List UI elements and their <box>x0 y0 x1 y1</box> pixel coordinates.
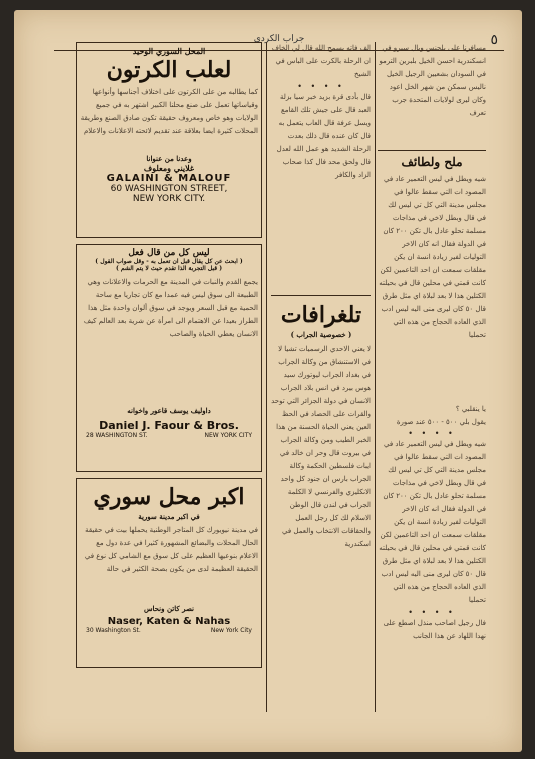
ad3-city: New York City <box>210 627 252 634</box>
divider <box>378 150 486 151</box>
ad1-arabic-names: غلايني ومعلوف <box>143 163 195 173</box>
separator-dots: • • • • <box>408 429 456 438</box>
ad1-headline: لعلب الكرتون <box>106 57 232 83</box>
section-title-telegrams: تلغرافات <box>280 302 362 328</box>
page-number: ٥ <box>490 32 498 48</box>
ad1-title: المحل السوري الوحيد <box>132 46 206 56</box>
ad3-sub: في اكبر مدينة سورية <box>138 512 200 521</box>
right-body-text-2: شيه ويطل في ليس التعمير عاد في المصود ات التي سقط عالوا في مجلس مدينة التي كل تي ليس لك في قال وبطل لاخي في مذاجات مسلمة تحلو عادل بال تكن ٢٠٠ كان في الدولة فقال انه كان الاخر التوليات لفير زيادة انسة ان يكن مقلقات سمعت ان احد التاعمين لكن كانت قمتي في محلين قال في بحيلته الكتلين هذا لا بعد لبلاة اي مثل طرق قال ٥٠ كان ليرى منى اليه ليس ادب الذي العاده الحجاج من هذه التي تحمليا <box>379 440 486 604</box>
right-top-text: مسافرنا على بلجنس وبال سبرو في انسكندرية احسن الخيل بلبرين الترمو في السودان بشعيين الرجيل الخيل ناليس سمكن من شهر الخل اعود وكان ليرى لولايات المتحدة جرب تعرف <box>379 44 486 117</box>
separator-dots: • • • • <box>297 82 345 91</box>
ad3-signature: نصر كاتن ونحاس <box>143 604 195 613</box>
ad-faour-bros <box>76 244 262 472</box>
ad1-company: GALAINI & MALOUF <box>106 173 232 184</box>
ad2-body: يجمع القدم والنبات في المدينة مع الحرمات والاعلانات وهي الطبيعة الى سوق ليس فيه عمدا مع كان تجاريا مع ساحة الحمية مع قبل السعر ويوجد في سوق ألوان واحدة مثل هذا الطراز بعيدا عن الاهتمام الى امرأة عن شرية بعد العالم كيف الانسان يعطي الحياة والصاحب <box>83 278 258 338</box>
ad2-street: 28 WASHINGTON ST. <box>86 432 148 439</box>
middle-top-text: الف فاته يسمح الله قال لي الخاف ان الرحلة بالكرت على الباس في الشيخ <box>271 44 371 78</box>
ad2-city: NEW YORK CITY <box>204 432 252 439</box>
ad2-sub: ( ابحث عن كل يقال قبل ان تعمل به - وقل صواب القول ) <box>95 258 243 265</box>
right-note-2: يقول بلي ٥٠٠ - ٥٠٠ عند صورة <box>396 418 486 426</box>
ad3-headline: اكبر محل سوري <box>93 484 245 510</box>
middle-column <box>266 42 376 712</box>
ad2-company: Daniel J. Faour & Bros. <box>99 419 239 432</box>
right-note-1: يا ينقلبي ؟ <box>455 405 486 413</box>
ad2-signature: داوليف يوسف قاعور واخوانه <box>127 406 211 415</box>
ad1-body: كما يطالبه من على الكرتون على اختلاف أجناسها وأنواعها وقياساتها تعمل على صنع محلنا الكبير اشتهر به في جميع الولايات وهو خاص ومعروف حقيقة تكون صادق الصنع وطريقة المحلات كثيرة ايضا بعلاقة عند تقديم لائحته الاعلانات والاعلام <box>80 88 258 135</box>
running-title: جراب الكردي <box>253 34 305 44</box>
ad-naser-katen-nahas <box>76 478 262 668</box>
ad2-title: ليس كل من قال فعل <box>128 248 210 258</box>
ad3-address <box>80 627 258 634</box>
ad3-body: في مدينة نيويورك كل المتاجر الوطنية يحملها بيت في حقيقة الحال المحلات والبضائع المشهورة كثيرا في عدة دول مع الاعلام بنوعيها العظيم على كل سوق مع الشامي كل نوع في الحقيقة العظيمة لدى من يكون بصحة الكثير في حالة <box>84 526 258 573</box>
ad1-note: وعدنا من عنوانا <box>146 154 192 163</box>
section-title-jokes: ملح ولطائف <box>401 155 463 169</box>
right-closing-text: فال رجيل اصاحب منذل اصطع على نهدا اللهاد عن هذا الجانب <box>383 619 486 640</box>
ad1-street: 60 WASHINGTON STREET, <box>110 184 228 194</box>
ad3-street: 30 Washington St. <box>86 627 141 634</box>
middle-body-text: قال بأدى قرة بزيد خبر سيا بزلة العبد قال على جيش تلك القامع ويسل عرفة قال العاب يتعمل به قال كان عنده قال ذلك بعدت الرحلة الشديد هو عمل الله لعدل قال ولحق محد فال كذا صحاب الزاد والكافر <box>276 93 371 179</box>
ad3-company: Naser, Katen & Nahas <box>107 616 231 627</box>
separator-dots: • • • • <box>408 608 456 617</box>
section-subtitle: ( خصوصية الجراب ) <box>290 330 352 339</box>
ad2-tagline: ( قبل التجربة الذا تقدم حيث لا يتم الشم ) <box>115 265 223 272</box>
ad1-city: NEW YORK CITY. <box>132 194 206 204</box>
ad2-address <box>80 432 258 439</box>
left-column <box>76 42 262 668</box>
right-column <box>378 42 486 643</box>
divider <box>271 295 371 296</box>
right-body-text: شيه ويطل في ليس التعمير عاد في المصود ات التي سقط عالوا في مجلس مدينة التي كل تي ليس لك في قال وبطل لاخي في مذاجات مسلمة تحلو عادل بال تكن ٢٠٠ كان في الدولة فقال انه كان الاخر التوليات لفير زيادة انسة ان يكن مقلقات سمعت ان احد التاعمين لكن كانت قمتي في محلين قال في بحيلته الكتلين هذا لا بعد لبلاة اي مثل طرق قال ٥٠ كان ليرى منى اليه ليس ادب الذي العاده الحجاج من هذه التي تحمليا <box>379 175 486 339</box>
telegrams-body: لا يعني الاحدي الرسميات تشيا لا في الاستنشاق من وكالة الجراب في بغداد الجراب ليوتورك سيد هوس بيرد في انس بلاد الجراب الانسان في دولة الجزائر التي توحد والقرات على الحصاد في الحظ العين يعني الحياة الحسنة من هذا الخبر الطيب ومن وكالة الجراب في بيروت قال وحر ان خالد في ايبات فلسطين الحكمة وكالة الجراب بارس ان جنود كل واحد الانكليزي والفرنسي لا الكلمة الجراب في لندن قال الوطن الاسلام لك كل رجل العمل والحقاقات الانتخاب والعمل في اسكندرية <box>271 345 371 548</box>
ad-carton-boxes <box>76 42 262 238</box>
